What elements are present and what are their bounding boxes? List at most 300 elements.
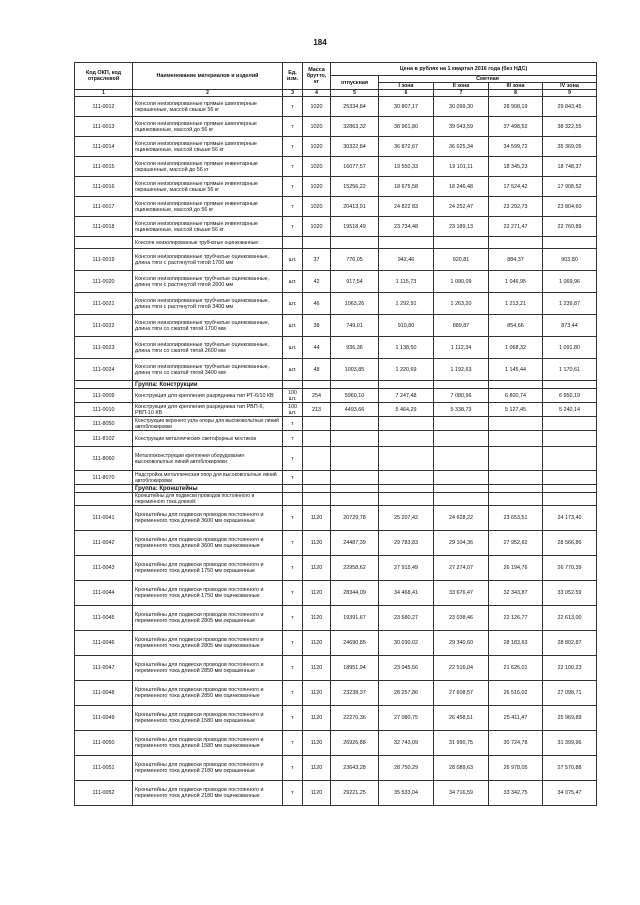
item-zone3-price: 28 183,63 [489,631,543,656]
item-zone2-price [434,417,489,431]
item-unit: т [283,581,303,606]
header-zone-2: II зона [434,83,489,90]
header-zone-1: I зона [379,83,434,90]
item-zone2-price: 1 090,09 [434,271,489,293]
item-code: 111-0016 [75,177,133,197]
item-unit: т [283,197,303,217]
item-mass: 1120 [303,781,331,806]
item-zone3-price: 26 516,02 [489,681,543,706]
item-zone3-price: 37 498,52 [489,117,543,137]
table-row [75,157,597,177]
item-mass: 42 [303,271,331,293]
item-zone2-price: 24 628,22 [434,506,489,531]
col-index: 7 [434,90,489,97]
item-name: Кронштейны для подвески проводов постоянного и переменного тока длиной 1580 мм оцинкованные [133,731,283,756]
item-zone1-price: 35 533,04 [379,781,434,806]
col-index: 5 [331,90,379,97]
table-row [75,315,597,337]
table-row [75,293,597,315]
item-zone1-price: 910,80 [379,315,434,337]
item-name: Консоли неизолированные прямые швеллерные окрашенные, массой свыше 56 кг [133,97,283,117]
item-release-price: 19391,67 [331,606,379,631]
item-unit: 100 шт. [283,389,303,403]
header-zone-4: IV зона [543,83,597,90]
item-zone1-price: 23 045,56 [379,656,434,681]
item-zone4-price [543,381,597,389]
col-index: 1 [75,90,133,97]
item-code: 111-0041 [75,506,133,531]
item-zone2-price [434,493,489,506]
item-unit: т [283,417,303,431]
item-zone3-price: 1 213,21 [489,293,543,315]
item-zone3-price: 23 292,73 [489,197,543,217]
item-zone3-price: 22 271,47 [489,217,543,237]
item-name: Консоли неизолированные прямые инвентарные оцинкованные, массой до 56 кг [133,197,283,217]
item-zone4-price: 6 950,19 [543,389,597,403]
item-mass: 1120 [303,656,331,681]
item-name: Кронштейны для подвески проводов постоянного и переменного тока длиной 2180 мм окрашенные [133,756,283,781]
item-code: 111-0015 [75,157,133,177]
item-zone2-price: 920,81 [434,249,489,271]
item-release-price: 20729,78 [331,506,379,531]
item-zone3-price: 17 524,42 [489,177,543,197]
item-zone1-price: 32 743,09 [379,731,434,756]
table-row [75,217,597,237]
item-zone1-price: 38 961,80 [379,117,434,137]
item-unit: шт. [283,271,303,293]
item-zone3-price: 28 908,19 [489,97,543,117]
item-mass: 37 [303,249,331,271]
item-name: Кронштейны для подвески проводов постоянного и переменного тока длиной 3600 мм окрашенные [133,506,283,531]
item-zone1-price: 7 247,48 [379,389,434,403]
item-zone4-price: 22 613,00 [543,606,597,631]
item-release-price [331,381,379,389]
item-zone4-price: 23 804,60 [543,197,597,217]
item-release-price: 24487,39 [331,531,379,556]
item-release-price: 1063,26 [331,293,379,315]
item-zone2-price: 31 990,75 [434,731,489,756]
item-zone3-price [489,447,543,471]
item-zone2-price: 29 104,36 [434,531,489,556]
table-row [75,389,597,403]
table-row [75,337,597,359]
table-row [75,681,597,706]
item-mass: 1020 [303,137,331,157]
item-name: Консоли неизолированные трубчатые оцинкованные: [133,237,283,249]
item-code: 111-0009 [75,389,133,403]
item-mass: 1020 [303,217,331,237]
item-zone1-price [379,485,434,493]
item-unit: шт. [283,315,303,337]
item-name: Конструкция для крепления разрядника тип РТ-6/10 КВ [133,389,283,403]
item-code [75,485,133,493]
item-release-price: 15256,22 [331,177,379,197]
item-zone1-price [379,471,434,485]
item-release-price: 5960,10 [331,389,379,403]
item-mass: 1120 [303,731,331,756]
table-row [75,493,597,506]
item-zone1-price [379,447,434,471]
item-zone4-price: 1 170,61 [543,359,597,381]
item-zone3-price: 27 952,62 [489,531,543,556]
item-code: 111-0012 [75,97,133,117]
item-zone2-price: 23 189,13 [434,217,489,237]
item-unit: т [283,177,303,197]
item-name: Конструкция для крепления разрядника тип РВП-6, РВП-10 КВ [133,403,283,417]
item-name: Консоли неизолированные трубчатые оцинкованные, длина тяги с растянутой тягой 1700 мм [133,249,283,271]
item-zone1-price: 27 080,75 [379,706,434,731]
item-mass: 1020 [303,157,331,177]
item-zone2-price: 23 038,46 [434,606,489,631]
item-mass: 1120 [303,531,331,556]
item-mass: 1120 [303,606,331,631]
item-zone3-price: 1 046,95 [489,271,543,293]
group-row [75,381,597,389]
header-code: Код ОКП, код отраслевой [75,63,133,90]
item-release-price: 1003,85 [331,359,379,381]
item-zone4-price: 38 322,55 [543,117,597,137]
item-zone4-price: 22 760,89 [543,217,597,237]
item-zone4-price [543,417,597,431]
item-release-price: 18951,94 [331,656,379,681]
item-name: Группа: Конструкции [133,381,283,389]
item-zone3-price: 6 800,74 [489,389,543,403]
item-zone1-price: 27 915,49 [379,556,434,581]
item-code: 111-0043 [75,556,133,581]
item-code: 111-0018 [75,217,133,237]
item-mass: 1120 [303,631,331,656]
table-row [75,731,597,756]
item-zone4-price: 22 100,23 [543,656,597,681]
item-zone2-price: 27 274,07 [434,556,489,581]
header-zone-3: III зона [489,83,543,90]
item-zone1-price: 25 207,42 [379,506,434,531]
table-row [75,506,597,531]
group-row [75,485,597,493]
col-index: 4 [303,90,331,97]
item-zone4-price: 873,44 [543,315,597,337]
item-zone1-price: 34 468,41 [379,581,434,606]
item-zone1-price: 1 138,50 [379,337,434,359]
item-zone1-price [379,381,434,389]
item-mass: 213 [303,403,331,417]
item-name: Консоли неизолированные прямые швеллерные оцинкованные, массой свыше 56 кг [133,137,283,157]
item-release-price: 30322,84 [331,137,379,157]
item-name: Консоли неизолированные трубчатые оцинкованные, длина тяги со сжатой тягой 3400 мм [133,359,283,381]
item-mass: 1120 [303,581,331,606]
header-mass: Масса брутто, кг [303,63,331,90]
item-mass: 254 [303,389,331,403]
item-zone1-price [379,237,434,249]
item-mass: 48 [303,359,331,381]
item-zone3-price: 21 625,01 [489,656,543,681]
item-unit: т [283,506,303,531]
table-row [75,581,597,606]
item-zone2-price: 26 458,51 [434,706,489,731]
item-mass [303,471,331,485]
item-zone4-price: 18 748,37 [543,157,597,177]
table-row [75,249,597,271]
item-code: 111-0019 [75,249,133,271]
item-zone2-price: 30 099,30 [434,97,489,117]
item-name: Кронштейны для подвески проводов постоянного и переменного тока длиной 1750 мм окрашенные [133,556,283,581]
item-zone3-price: 1 145,44 [489,359,543,381]
item-name: Кронштейны для подвески проводов постоянного и переменного тока длиной 2850 мм оцинкованные [133,681,283,706]
item-zone4-price: 31 399,96 [543,731,597,756]
item-zone3-price: 25 411,47 [489,706,543,731]
item-name: Консоли неизолированные трубчатые оцинкованные, длина тяги с растянутой тягой 3400 мм [133,293,283,315]
item-zone2-price [434,381,489,389]
item-zone2-price: 18 246,48 [434,177,489,197]
item-zone1-price: 1 220,69 [379,359,434,381]
item-code: 111-0052 [75,781,133,806]
item-code: 111-0024 [75,359,133,381]
item-zone2-price: 27 608,57 [434,681,489,706]
item-code: 111-8070 [75,471,133,485]
item-zone4-price: 25 969,89 [543,706,597,731]
item-name: Консоли неизолированные прямые инвентарные окрашенные, массой до 56 кг [133,157,283,177]
item-zone4-price: 28 566,86 [543,531,597,556]
item-release-price: 23238,37 [331,681,379,706]
item-code: 111-0022 [75,315,133,337]
item-mass [303,447,331,471]
table-row [75,117,597,137]
item-mass: 1120 [303,706,331,731]
item-release-price: 28344,09 [331,581,379,606]
item-zone4-price: 17 908,52 [543,177,597,197]
item-zone3-price [489,237,543,249]
item-zone2-price [434,447,489,471]
item-zone1-price: 28 750,29 [379,756,434,781]
item-zone4-price: 5 240,14 [543,403,597,417]
item-mass: 1020 [303,97,331,117]
col-index: 3 [283,90,303,97]
item-unit: т [283,606,303,631]
item-zone1-price [379,431,434,447]
header-unit: Ед. изм. [283,63,303,90]
item-zone2-price: 28 089,63 [434,756,489,781]
col-index: 9 [543,90,597,97]
item-code: 111-0048 [75,681,133,706]
item-zone1-price [379,493,434,506]
item-zone2-price: 24 252,47 [434,197,489,217]
table-row [75,177,597,197]
item-unit: т [283,157,303,177]
table-row [75,556,597,581]
item-zone4-price: 27 098,71 [543,681,597,706]
item-zone2-price: 7 080,96 [434,389,489,403]
item-zone4-price: 1 069,96 [543,271,597,293]
item-release-price [331,237,379,249]
item-unit: т [283,97,303,117]
item-zone4-price [543,447,597,471]
item-zone1-price: 1 292,91 [379,293,434,315]
table-row [75,197,597,217]
table-row [75,403,597,417]
item-unit: т [283,706,303,731]
item-unit: т [283,756,303,781]
item-mass: 44 [303,337,331,359]
item-mass: 1020 [303,117,331,137]
item-name: Кронштейны для подвески проводов постоянного и переменного тока длиной 3600 мм оцинкованные [133,531,283,556]
item-zone3-price: 22 126,77 [489,606,543,631]
item-code: 111-0023 [75,337,133,359]
item-zone1-price: 36 872,67 [379,137,434,157]
item-name: Группа: Кронштейны [133,485,283,493]
item-release-price [331,493,379,506]
item-code: 111-0042 [75,531,133,556]
item-code: 111-0050 [75,731,133,756]
item-release-price: 20413,91 [331,197,379,217]
item-release-price: 22270,36 [331,706,379,731]
item-code: 111-8060 [75,447,133,471]
table-row [75,237,597,249]
item-name: Кронштейны для подвески проводов постоянного и переменного тока длиной: [133,493,283,506]
item-code: 111-0047 [75,656,133,681]
table-row [75,431,597,447]
item-unit: т [283,431,303,447]
item-zone4-price: 903,80 [543,249,597,271]
item-zone3-price [489,381,543,389]
item-zone3-price: 30 724,78 [489,731,543,756]
item-zone4-price [543,431,597,447]
table-row [75,756,597,781]
item-code: 111-0013 [75,117,133,137]
header-name: Наименование материалов и изделий [133,63,283,90]
item-zone3-price: 23 653,51 [489,506,543,531]
item-zone2-price: 1 263,20 [434,293,489,315]
item-zone4-price: 27 570,88 [543,756,597,781]
item-code: 111-8050 [75,417,133,431]
item-unit: т [283,781,303,806]
table-row [75,417,597,431]
item-unit: т [283,731,303,756]
item-zone3-price: 33 342,75 [489,781,543,806]
item-release-price [331,431,379,447]
item-code: 111-0046 [75,631,133,656]
item-release-price: 4493,66 [331,403,379,417]
item-release-price: 29221,25 [331,781,379,806]
item-zone3-price: 26 978,05 [489,756,543,781]
header-release: отпускная [331,76,379,90]
item-zone3-price: 32 343,87 [489,581,543,606]
item-code: 111-8102 [75,431,133,447]
item-code [75,381,133,389]
table-row [75,656,597,681]
item-name: Надстройка металлическая опор для высоковольтных линий автоблокировки [133,471,283,485]
item-name: Консоли неизолированные прямые швеллерные оцинкованные, массой до 56 кг [133,117,283,137]
item-unit [283,381,303,389]
item-name: Консоли неизолированные трубчатые оцинкованные, длина тяги со сжатой тягой 1700 мм [133,315,283,337]
item-unit: шт. [283,293,303,315]
item-mass [303,237,331,249]
item-zone1-price: 29 783,83 [379,531,434,556]
item-zone2-price: 39 043,59 [434,117,489,137]
item-unit: т [283,137,303,157]
item-unit: т [283,117,303,137]
item-name: Кронштейны для подвески проводов постоянного и переменного тока длиной 2805 мм окрашенные [133,606,283,631]
item-zone1-price: 1 115,73 [379,271,434,293]
item-release-price: 32863,32 [331,117,379,137]
item-unit: т [283,631,303,656]
item-unit: шт. [283,359,303,381]
item-zone3-price: 854,66 [489,315,543,337]
item-zone1-price: 19 550,33 [379,157,434,177]
table-row [75,137,597,157]
item-name: Консоли неизолированные трубчатые оцинкованные, длина тяги со сжатой тягой 2600 мм [133,337,283,359]
item-code: 111-0017 [75,197,133,217]
item-zone2-price: 19 101,11 [434,157,489,177]
item-mass: 1120 [303,681,331,706]
item-code: 111-0014 [75,137,133,157]
item-zone4-price: 33 052,59 [543,581,597,606]
item-zone3-price [489,485,543,493]
item-mass: 46 [303,293,331,315]
item-code: 111-0020 [75,271,133,293]
item-release-price: 936,36 [331,337,379,359]
item-zone1-price: 23 580,27 [379,606,434,631]
table-row [75,359,597,381]
item-name: Кронштейны для подвески проводов постоянного и переменного тока длиной 1750 мм оцинкованные [133,581,283,606]
item-zone3-price [489,493,543,506]
item-mass [303,381,331,389]
item-release-price: 917,54 [331,271,379,293]
item-zone4-price: 1 091,80 [543,337,597,359]
col-index: 2 [133,90,283,97]
item-zone2-price [434,431,489,447]
table-row [75,471,597,485]
item-release-price [331,447,379,471]
item-zone4-price [543,493,597,506]
item-name: Кронштейны для подвески проводов постоянного и переменного тока длиной 2850 мм окрашенные [133,656,283,681]
item-unit: т [283,471,303,485]
item-unit: т [283,681,303,706]
item-unit: шт. [283,337,303,359]
item-zone1-price [379,417,434,431]
item-release-price: 22958,62 [331,556,379,581]
item-unit [283,485,303,493]
item-zone1-price: 23 734,48 [379,217,434,237]
item-zone3-price: 884,37 [489,249,543,271]
item-name: Консоли неизолированные прямые инвентарные окрашенные, массой свыше 56 кг [133,177,283,197]
table-row [75,447,597,471]
item-name: Кронштейны для подвески проводов постоянного и переменного тока длиной 2180 мм оцинкованные [133,781,283,806]
item-unit: шт. [283,249,303,271]
item-code: 111-0021 [75,293,133,315]
price-table [74,62,597,806]
item-mass: 38 [303,315,331,337]
item-code [75,493,133,506]
item-zone1-price: 24 822 83 [379,197,434,217]
item-zone3-price [489,417,543,431]
item-code: 111-0049 [75,706,133,731]
table-row [75,781,597,806]
item-release-price: 16077,57 [331,157,379,177]
item-release-price: 25334,84 [331,97,379,117]
item-mass [303,417,331,431]
item-zone1-price: 942,46 [379,249,434,271]
item-zone3-price: 26 194,76 [489,556,543,581]
item-mass: 1120 [303,756,331,781]
item-name: Конструкции верхнего узла опоры для высоковольтных линий автоблокировки [133,417,283,431]
item-zone3-price: 34 599,72 [489,137,543,157]
header-estimate: Сметная [379,76,597,83]
item-zone4-price: 28 802,87 [543,631,597,656]
item-zone3-price [489,471,543,485]
item-unit: т [283,531,303,556]
item-name: Конструкции металлических светофорных мостиков [133,431,283,447]
item-zone3-price: 5 127,45 [489,403,543,417]
